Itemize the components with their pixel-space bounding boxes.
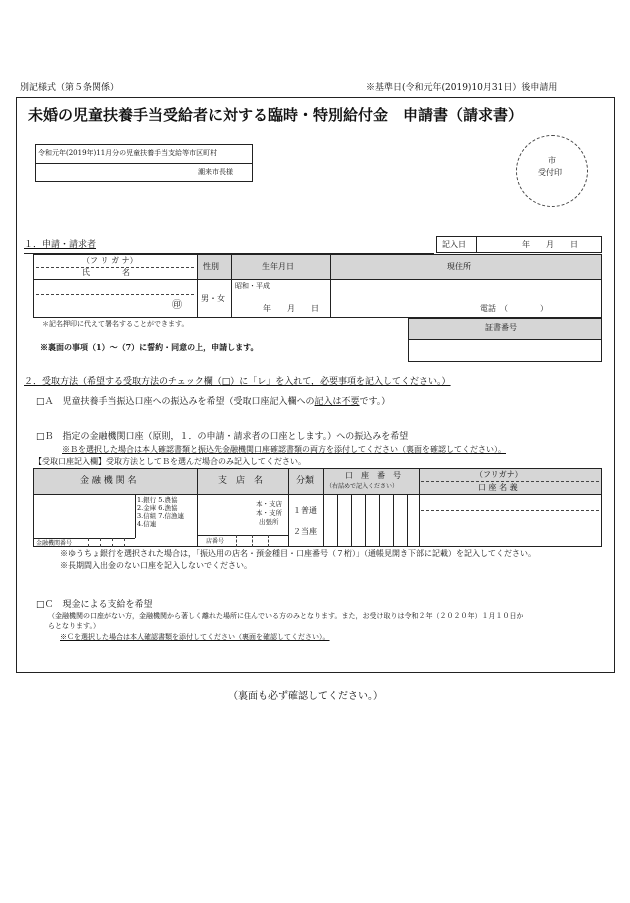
col-holder: 口 座 名 義 [478,483,518,492]
account-caption: 【受取口座記入欄】受取方法としてＢを選んだ場合のみ記入してください。 [34,457,306,466]
bank-code-label: 金融機関番号 [36,540,73,547]
gender-label: 性別 [203,262,219,271]
seal-note: ＊記名押印に代えて署名することができます。 [42,320,189,328]
section1-heading: １．申請・請求者 [24,240,97,250]
footer-note: （裏面も必ず確認してください。） [228,691,383,702]
option-c-desc2: らとなります。） [48,622,100,630]
option-c-note: ※Ｃを選択した場合は本人確認書類を添付してください（裏面を確認してください）。 [60,633,330,641]
option-a[interactable]: □Ａ 児童扶養手当振込口座への振込みを希望（受取口座記入欄への記入は不要です。） [36,397,391,407]
stamp-line1: 市 [548,156,556,165]
date-label: 記入日 [442,240,466,249]
col-branch: 支 店 名 [218,476,264,486]
furigana-label: （フ リ ガ ナ） [82,256,138,265]
col-type: 分類 [296,476,315,486]
consent-statement: ※裏面の事項（1）～（7）に誓約・同意の上，申請します。 [40,342,259,352]
account-type-1[interactable]: １普通 [293,506,317,515]
form-title: 未婚の児童扶養手当受給者に対する臨時・特別給付金 申請書（請求書） [28,106,524,124]
account-type-2[interactable]: ２当座 [293,527,317,536]
seal-mark: ㊞ [172,300,182,311]
bank-type-1: 1.銀行 5.農協 [137,496,178,504]
basis-date: ※基準日(令和元年(2019)10月31日）後申請用 [366,83,558,93]
stamp-line2: 受付印 [538,168,562,177]
option-c-desc1: （金融機関の口座がない方，金融機関から著しく離れた場所に住んでいる方のみとなります。また，お受け取りは令和２年（２０２０年）１月１０日か [48,612,524,620]
dob-label: 生年月日 [262,262,294,271]
col-holder-kana: （フリガナ） [475,470,523,479]
bank-type-2: 2.金庫 6.漁協 [137,504,178,512]
form-label: 別記様式（第５条関係） [20,83,120,93]
address-label: 現住所 [447,262,471,271]
option-b[interactable]: □Ｂ 指定の金融機関口座（原則，１．の申請・請求者の口座とします。）への振込みを希望 [36,432,409,442]
bank-type-4: 4.信連 [137,520,157,528]
section2-heading: ２．受取方法（希望する受取方法のチェック欄（□）に「レ」を入れて，必要事項を記入してください。） [24,377,451,387]
branch-type-2: 本・支所 [256,509,282,517]
recipient-label: 令和元年(2019年)11月分の児童扶養手当支給等市区町村 [38,149,218,157]
branch-type-3: 出張所 [259,518,279,526]
name-label: 氏 名 [82,268,130,277]
option-c[interactable]: □Ｃ 現金による支給を希望 [36,600,153,610]
bank-type-3: 3.信組 7.信漁連 [137,512,184,520]
dob-fields: 年 月 日 [263,304,319,313]
branch-code-label: 店番号 [206,538,225,545]
addressee: 潮来市長様 [198,168,233,176]
yucho-note: ※ゆうちょ銀行を選択された場合は，「振込用の店名・預金種目・口座番号（７桁）」（通帳見開き下部に記載）を記入してください。 [60,549,536,558]
longterm-note: ※長期間入出金のない口座を記入しないでください。 [60,561,252,570]
col-bank: 金 融 機 関 名 [80,476,137,486]
col-account-sub: （右詰めで記入ください） [326,483,399,490]
dob-era[interactable]: 昭和・平成 [235,282,270,290]
phone-label: 電話 （ ） [480,304,548,313]
cert-label: 証書番号 [485,323,517,332]
date-fields: 年 月 日 [522,240,578,249]
gender-value[interactable]: 男・女 [201,294,225,303]
col-account: 口 座 番 号 [345,471,401,480]
option-b-note: ※Ｂを選択した場合は本人確認書類と振込先金融機関口座確認書類の両方を添付してください（裏面を確認してください）。 [62,445,506,454]
branch-type-1: 本・支店 [256,500,282,508]
